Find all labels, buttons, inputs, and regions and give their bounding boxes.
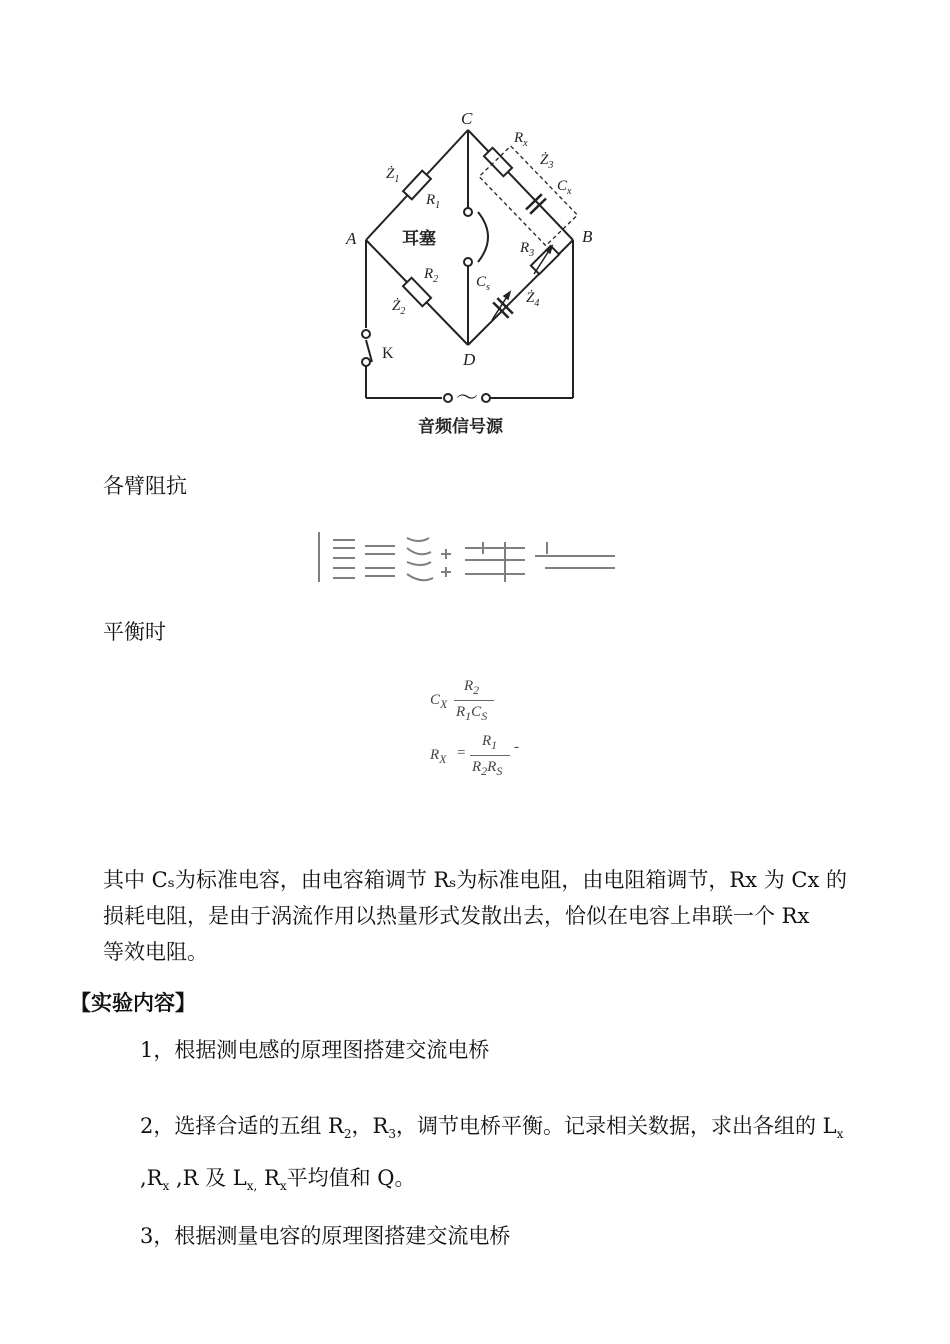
- description-line-2: 损耗电阻，是由于涡流作用以热量形式发散出去，恰似在电容上串联一个 Rx: [103, 904, 810, 928]
- earphone-label: 耳塞: [402, 229, 436, 249]
- rx-label: $R_x$: [514, 130, 528, 149]
- section-heading: 【实验内容】: [70, 991, 196, 1015]
- z1-label: $Ż_1$: [386, 166, 400, 185]
- list-item-1: 1，根据测电感的原理图搭建交流电桥: [140, 1038, 490, 1062]
- switch-label: K: [382, 345, 394, 362]
- r3-label: $R_3$: [520, 240, 535, 259]
- node-b-label: B: [582, 227, 593, 246]
- cx-label: $C_x$: [557, 178, 572, 197]
- balance-text: 平衡时: [103, 620, 166, 644]
- arm-impedance-text: 各臂阻抗: [103, 474, 187, 498]
- list-item-2-line-1: 2，选择合适的五组 $R_2$，$R_3$，调节电桥平衡。记录相关数据，求出各组的 $L_x$: [140, 1114, 844, 1142]
- node-d-label: D: [463, 350, 476, 369]
- bridge-circuit-diagram: [330, 100, 620, 445]
- list-item-2-line-2: $,R_x$ ,R 及 $L_{x,}$ $R_x$平均值和 Q。: [140, 1166, 416, 1194]
- r1-label: $R_1$: [426, 192, 441, 211]
- node-c-label: C: [461, 109, 473, 128]
- cs-label: $C_s$: [476, 274, 490, 293]
- z2-label: $Ż_2$: [392, 298, 406, 317]
- r2-label: $R_2$: [424, 266, 439, 285]
- z3-label: $Ż_3$: [540, 152, 554, 171]
- node-a-label: A: [346, 229, 357, 248]
- list-item-3: 3，根据测量电容的原理图搭建交流电桥: [140, 1224, 511, 1248]
- tilde-symbol: ～: [456, 385, 479, 410]
- description-line-1: 其中 Cₛ为标准电容，由电容箱调节 Rₛ为标准电阻，由电阻箱调节，Rx 为 Cx 的: [103, 868, 847, 892]
- z4-label: $Ż_4$: [526, 290, 540, 309]
- source-label: 音频信号源: [418, 417, 503, 437]
- impedance-formula-image: [315, 528, 625, 586]
- description-line-3: 等效电阻。: [103, 940, 208, 964]
